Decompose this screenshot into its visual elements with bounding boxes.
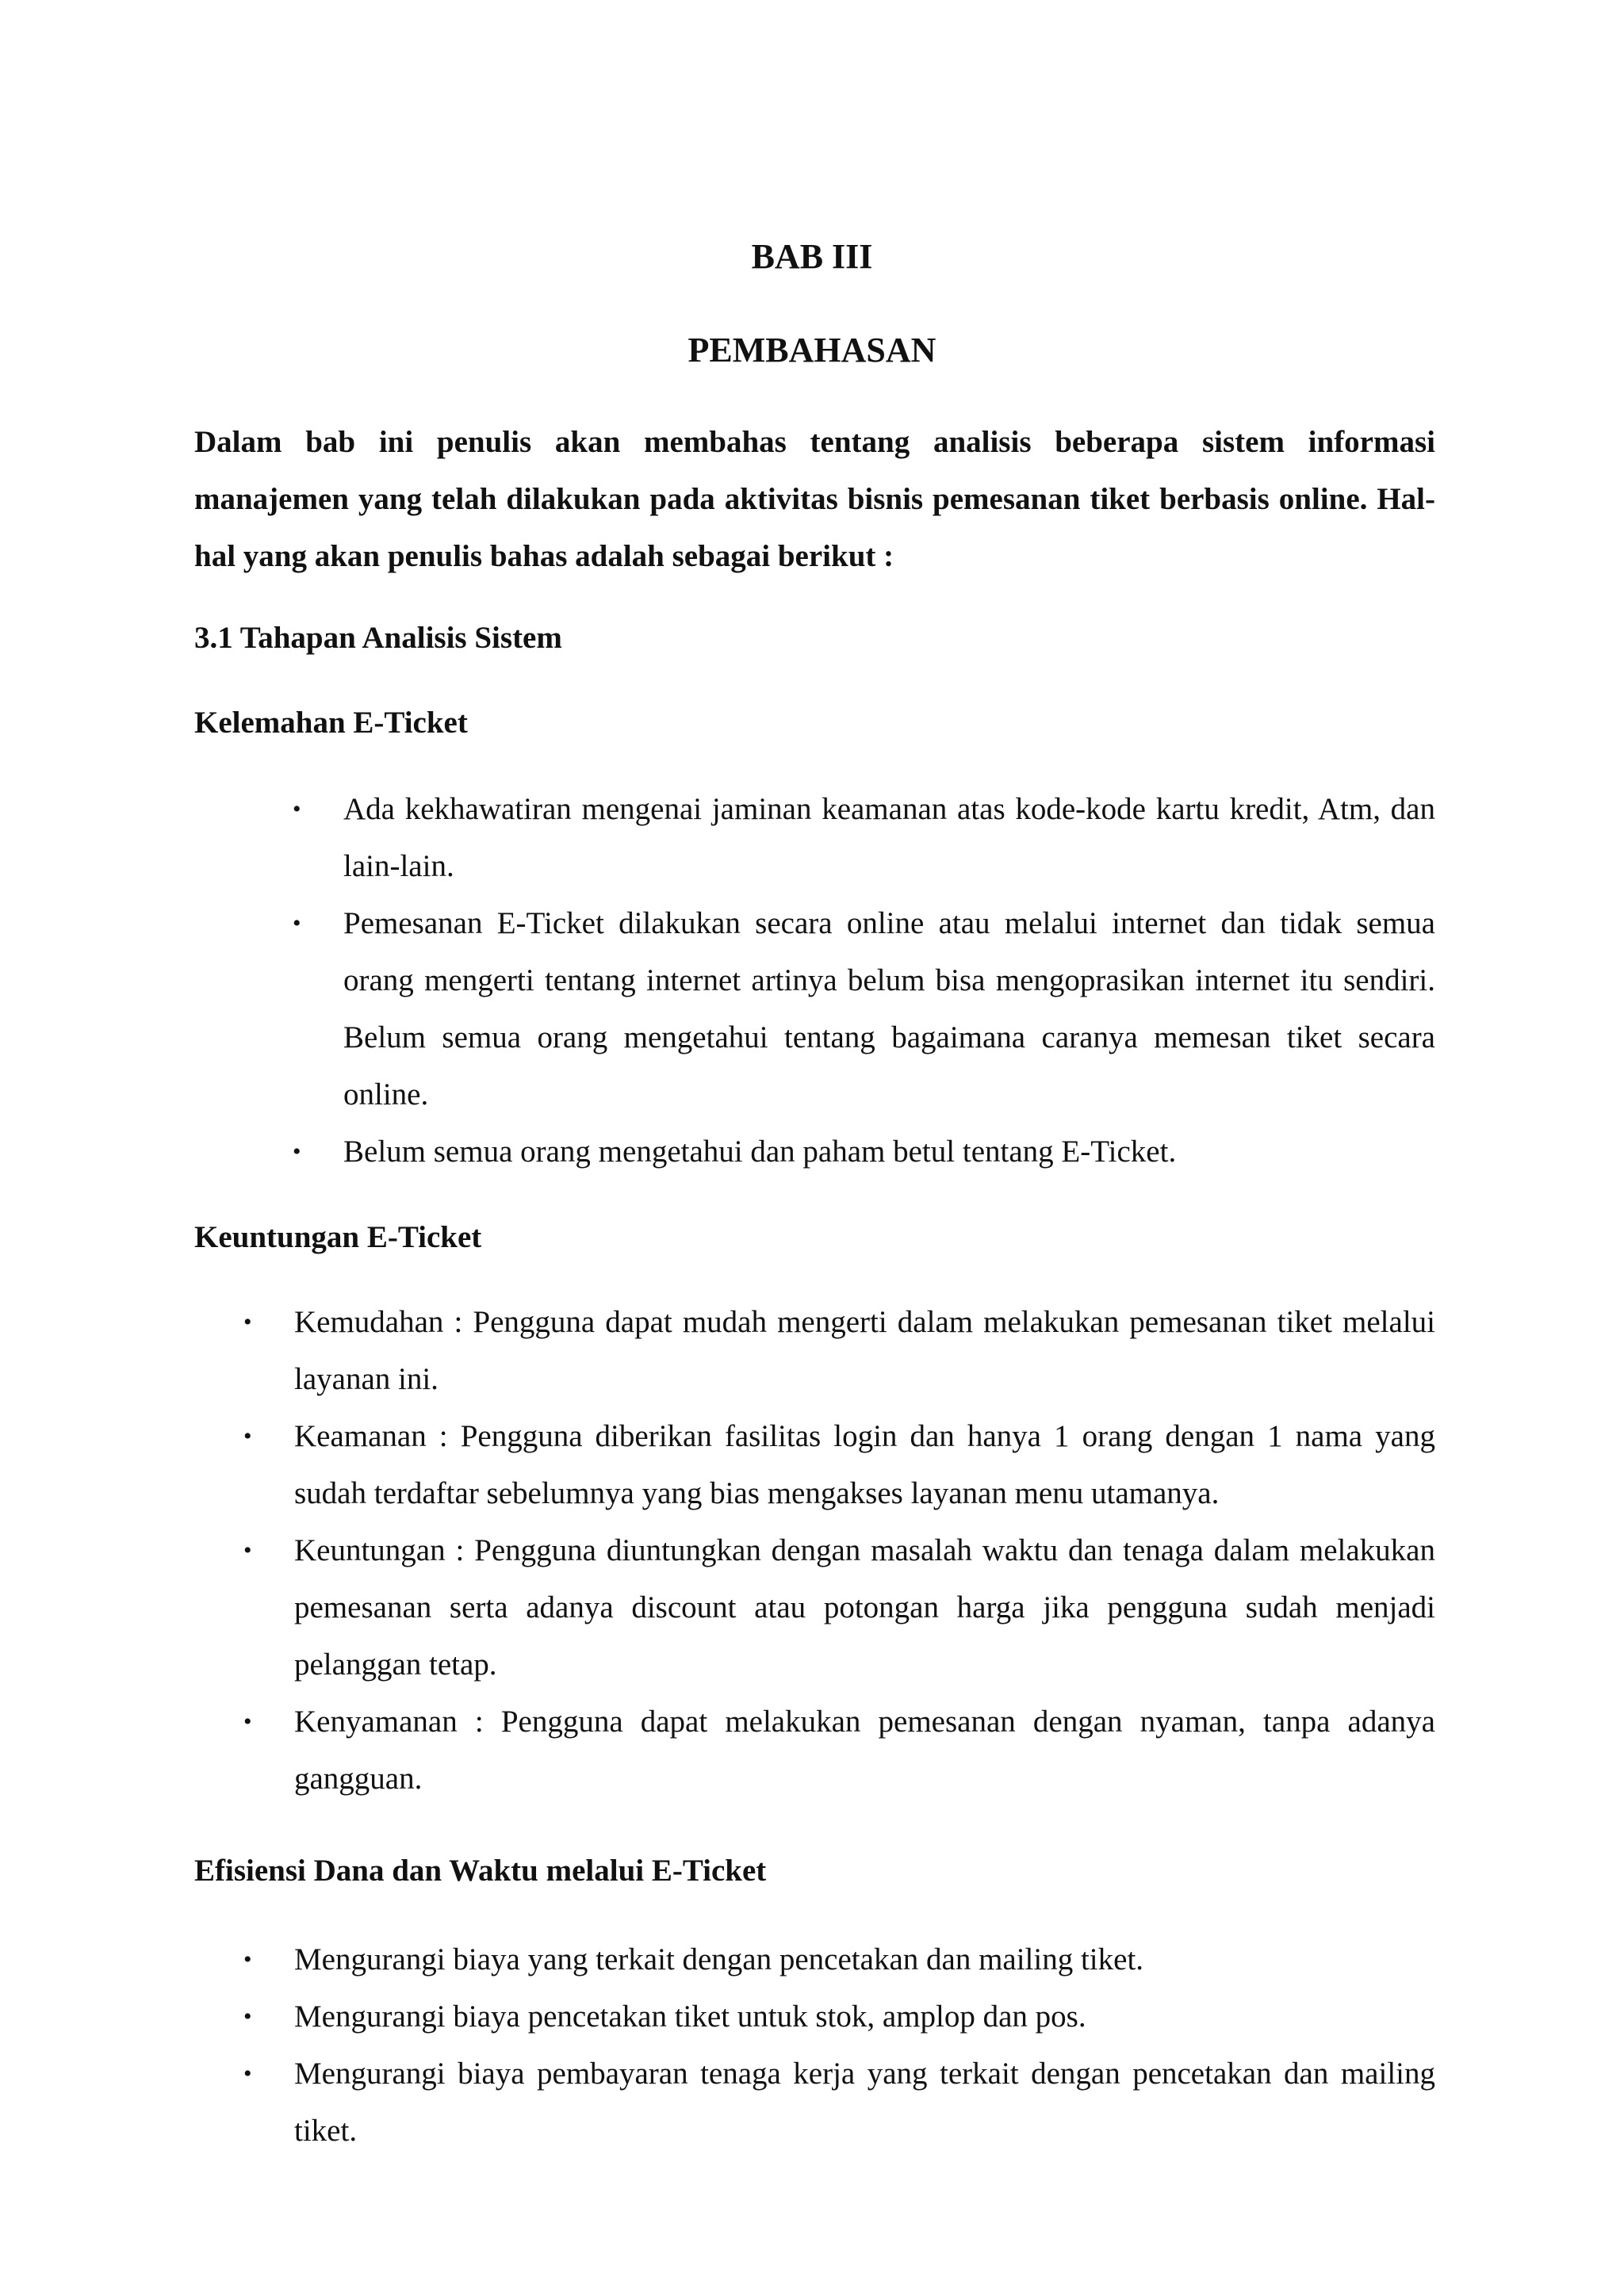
list-item-text: Mengurangi biaya pembayaran tenaga kerja yang terkait dengan pencetakan dan mailing tiket. xyxy=(294,2057,1435,2148)
keuntungan-heading: Keuntungan E-Ticket xyxy=(194,1220,482,1254)
list-item-text: Ada kekhawatiran mengenai jaminan keamanan atas kode-kode kartu kredit, Atm, dan lain-lain. xyxy=(343,792,1435,883)
bullet-icon: • xyxy=(243,2003,252,2030)
section-title: 3.1 Tahapan Analisis Sistem xyxy=(194,621,562,655)
bullet-icon: • xyxy=(293,796,301,822)
list-item-text: Keamanan : Pengguna diberikan fasilitas login dan hanya 1 orang dengan 1 nama yang sudah terdaftar sebelumnya yang bias mengakses layanan menu utamanya. xyxy=(294,1419,1435,1510)
kelemahan-heading: Kelemahan E-Ticket xyxy=(194,706,468,740)
list-item xyxy=(243,1408,1435,1522)
list-item xyxy=(293,895,1435,1123)
bullet-icon: • xyxy=(243,1423,252,1449)
chapter-number: BAB III xyxy=(751,237,873,276)
list-item xyxy=(243,1693,1435,1808)
bullet-icon: • xyxy=(243,1537,252,1563)
efisiensi-heading: Efisiensi Dana dan Waktu melalui E-Ticket xyxy=(194,1854,767,1888)
efisiensi-list xyxy=(243,1931,1435,2160)
list-item xyxy=(243,1294,1435,1408)
list-item-text: Kenyamanan : Pengguna dapat melakukan pemesanan dengan nyaman, tanpa adanya gangguan. xyxy=(294,1705,1435,1796)
kelemahan-list xyxy=(293,781,1435,1181)
list-item-text: Pemesanan E-Ticket dilakukan secara online atau melalui internet dan tidak semua orang mengerti tentang internet artinya belum bisa mengoprasikan internet itu sendiri. Belum semua orang mengetahui tentang bagaimana caranya memesan tiket secara online. xyxy=(343,906,1435,1112)
bullet-icon: • xyxy=(293,910,301,936)
bullet-icon: • xyxy=(293,1138,301,1165)
list-item xyxy=(243,1931,1435,1988)
list-item-text: Mengurangi biaya yang terkait dengan pencetakan dan mailing tiket. xyxy=(294,1942,1144,1976)
intro-paragraph: Dalam bab ini penulis akan membahas tentang analisis beberapa sistem informasi manajemen yang telah dilakukan pada aktivitas bisnis pemesanan tiket berbasis online. Hal-hal yang akan penulis bahas adalah sebagai berikut : xyxy=(194,425,1435,573)
list-item xyxy=(243,1522,1435,1693)
keuntungan-list xyxy=(243,1294,1435,1808)
list-item-text: Belum semua orang mengetahui dan paham betul tentang E-Ticket. xyxy=(343,1135,1177,1169)
bullet-icon: • xyxy=(243,2061,252,2087)
list-item xyxy=(293,781,1435,895)
list-item xyxy=(243,2045,1435,2160)
list-item-text: Kemudahan : Pengguna dapat mudah mengerti dalam melakukan pemesanan tiket melalui layanan ini. xyxy=(294,1305,1435,1396)
list-item-text: Keuntungan : Pengguna diuntungkan dengan masalah waktu dan tenaga dalam melakukan pemesanan serta adanya discount atau potongan harga jika pengguna sudah menjadi pelanggan tetap. xyxy=(294,1533,1435,1682)
list-item xyxy=(293,1123,1435,1181)
bullet-icon: • xyxy=(243,1946,252,1973)
bullet-icon: • xyxy=(243,1309,252,1335)
list-item-text: Mengurangi biaya pencetakan tiket untuk stok, amplop dan pos. xyxy=(294,1999,1086,2034)
list-item xyxy=(243,1988,1435,2045)
chapter-title: PEMBAHASAN xyxy=(688,331,936,369)
bullet-icon: • xyxy=(243,1709,252,1735)
